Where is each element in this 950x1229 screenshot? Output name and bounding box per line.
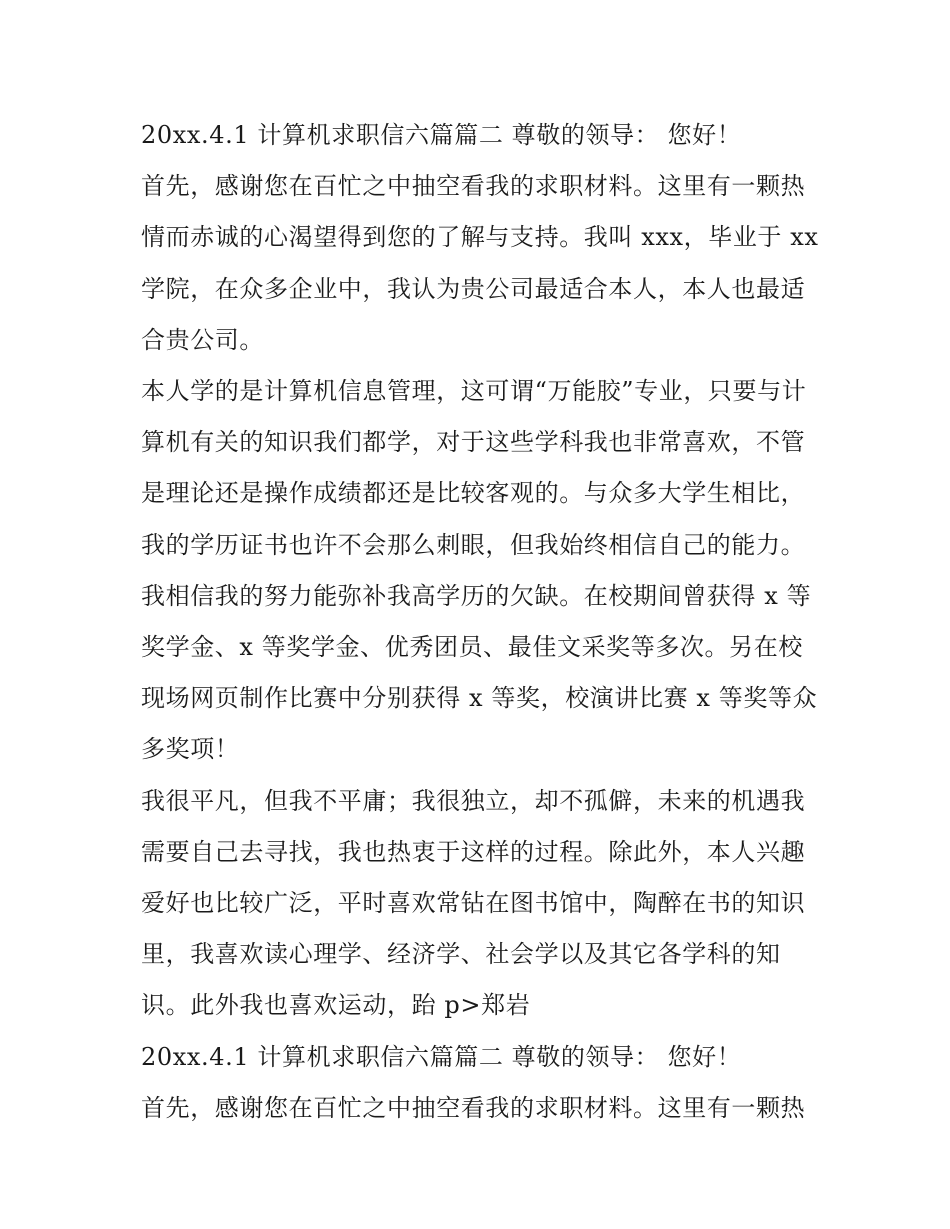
letter-heading: 20xx.4.1 计算机求职信六篇篇二 尊敬的领导： 您好！ [141,121,742,149]
paragraph-intro: 首先，感谢您在百忙之中抽空看我的求职材料。这里有一颗热情而赤诚的心渴望得到您的了解与支持。我叫 xxx，毕业于 xx 学院，在众多企业中，我认为贵公司最适合本人，本人也最适合贵公司。 [141,172,819,354]
paragraph-major: 本人学的是计算机信息管理，这可谓“万能胶”专业，只要与计算机有关的知识我们都学，对于这些学科我也非常喜欢，不管是理论还是操作成绩都还是比较客观的。与众多大学生相比，我的学历证书也许不会那么刺眼，但我始终相信自己的能力。我相信我的努力能弥补我高学历的欠缺。在校期间曾获得 x 等奖学金、x 等奖学金、优秀团员、最佳文采奖等多次。另在校现场网页制作比赛中分别获得 x 等奖，校演讲比赛 x 等奖等众多奖项！ [141,377,818,764]
paragraph-personality: 我很平凡，但我不平庸；我很独立，却不孤僻，未来的机遇我需要自己去寻找，我也热衷于这样的过程。除此外，本人兴趣爱好也比较广泛，平时喜欢常钻在图书馆中，陶醉在书的知识里，我喜欢读心理学、经济学、社会学以及其它各学科的知识。此外我也喜欢运动，跆 p>郑岩 [141,786,806,1020]
document-body [141,110,821,1134]
letter-heading-repeat: 20xx.4.1 计算机求职信六篇篇二 尊敬的领导： 您好！ [141,1042,742,1071]
paragraph-intro-repeat: 首先，感谢您在百忙之中抽空看我的求职材料。这里有一颗热 [141,1093,806,1122]
